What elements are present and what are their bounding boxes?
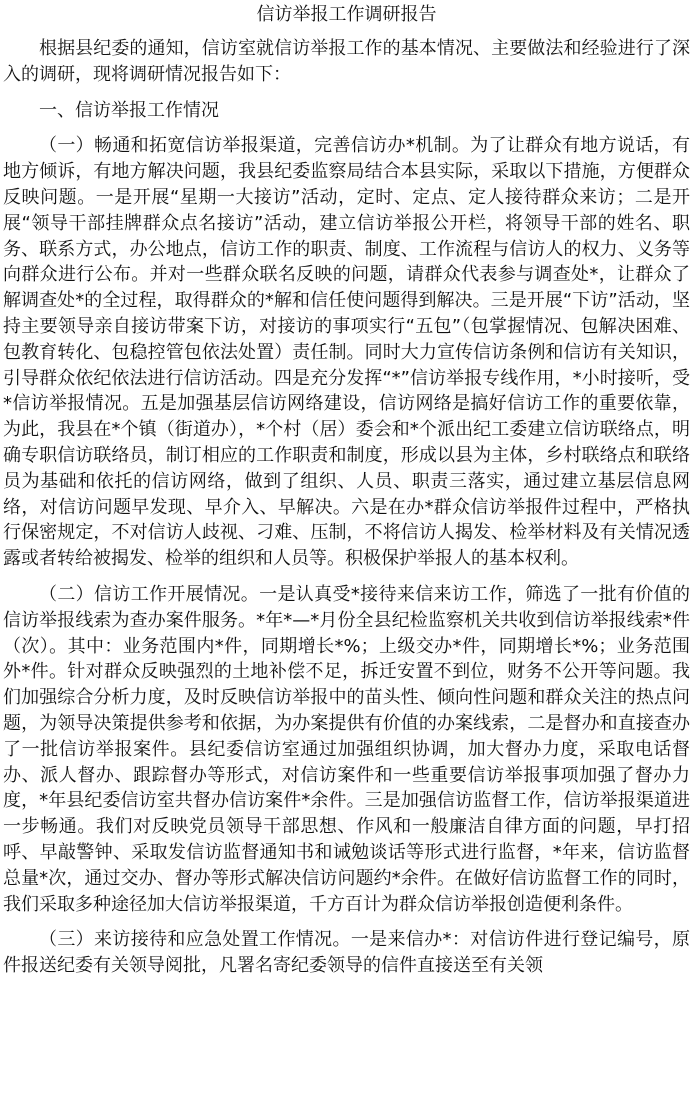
intro-paragraph: 根据县纪委的通知，信访室就信访举报工作的基本情况、主要做法和经验进行了深入的调研，现将调研情况报告如下： xyxy=(3,38,690,85)
body-paragraph-2: （二）信访工作开展情况。一是认真受*接待来信来访工作，筛选了一批有价值的信访举报线索为查办案件服务。*年*—*月份全县纪检监察机关共收到信访举报线索*件（次）。其中：业务范围内*件，同期增长*%；上级交办*件，同期增长*%；业务范围外*件。针对群众反映强烈的土地补偿不足，拆迁安置不到位，财务不公开等问题。我们加强综合分析力度，及时反映信访举报中的苗头性、倾向性问题和群众关注的热点问题，为领导决策提供参考和依据，为办案提供有价值的办案线索，二是督办和直接查办了一批信访举报案件。县纪委信访室通过加强组织协调，加大督办力度，采取电话督办、派人督办、跟踪督办等形式，对信访案件和一些重要信访举报事项加强了督办力度，*年县纪委信访室共督办信访案件*余件。三是加强信访监督工作，信访举报渠道进一步畅通。我们对反映党员领导干部思想、作风和一般廉洁自律方面的问题，早打招呼、早敲警钟、采取发信访监督通知书和诫勉谈话等形式进行监督，*年来，信访监督总量*次，通过交办、督办等形式解决信访问题约*余件。在做好信访监督工作的同时，我们采取多种途径加大信访举报渠道，千方百计为群众信访举报创造便利条件。 xyxy=(3,583,690,915)
body-paragraph-3: （三）来访接待和应急处置工作情况。一是来信办*：对信访件进行登记编号，原件报送纪委有关领导阅批，凡署名寄纪委领导的信件直接送至有关领 xyxy=(3,929,690,977)
document-title: 信访举报工作调研报告 xyxy=(256,4,437,25)
section-heading: 一、信访举报工作情况 xyxy=(39,99,219,121)
body-paragraph-1: （一）畅通和拓宽信访举报渠道，完善信访办*机制。为了让群众有地方说话，有地方倾诉，有地方解决问题，我县纪委监察局结合本县实际，采取以下措施，方便群众反映问题。一是开展“星期一大接访”活动，定时、定点、定人接待群众来访；二是开展“领导干部挂牌群众点名接访”活动，建立信访举报公开栏，将领导干部的姓名、职务、联系方式，办公地点，信访工作的职责、制度、工作流程与信访人的权力、义务等向群众进行公布。并对一些群众联名反映的问题，请群众代表参与调查处*，让群众了解调查处*的全过程，取得群众的*解和信任使问题得到解决。三是开展“下访”活动，坚持主要领导亲自接访带案下访，对接访的事项实行“五包”（包掌握情况、包解决困难、包教育转化、包稳控管包依法处置）责任制。同时大力宣传信访条例和信访有关知识，引导群众依纪依法进行信访活动。四是充分发挥“*”信访举报专线作用，*小时接听，受*信访举报情况。五是加强基层信访网络建设，信访网络是搞好信访工作的重要依靠，为此，我县在*个镇（街道办），*个村（居）委会和*个派出纪工委建立信访联络点，明确专职信访联络员，制订相应的工作职责和制度，形成以县为主体，乡村联络点和联络员为基础和依托的信访网络，做到了组织、人员、职责三落实，通过建立基层信息网络，对信访问题早发现、早介入、早解决。六是在办*群众信访举报件过程中，严格执行保密规定，不对信访人歧视、刁难、压制，不将信访人揭发、检举材料及有关情况透露或者转给被揭发、检举的组织和人员等。积极保护举报人的基本权利。 xyxy=(3,135,690,570)
